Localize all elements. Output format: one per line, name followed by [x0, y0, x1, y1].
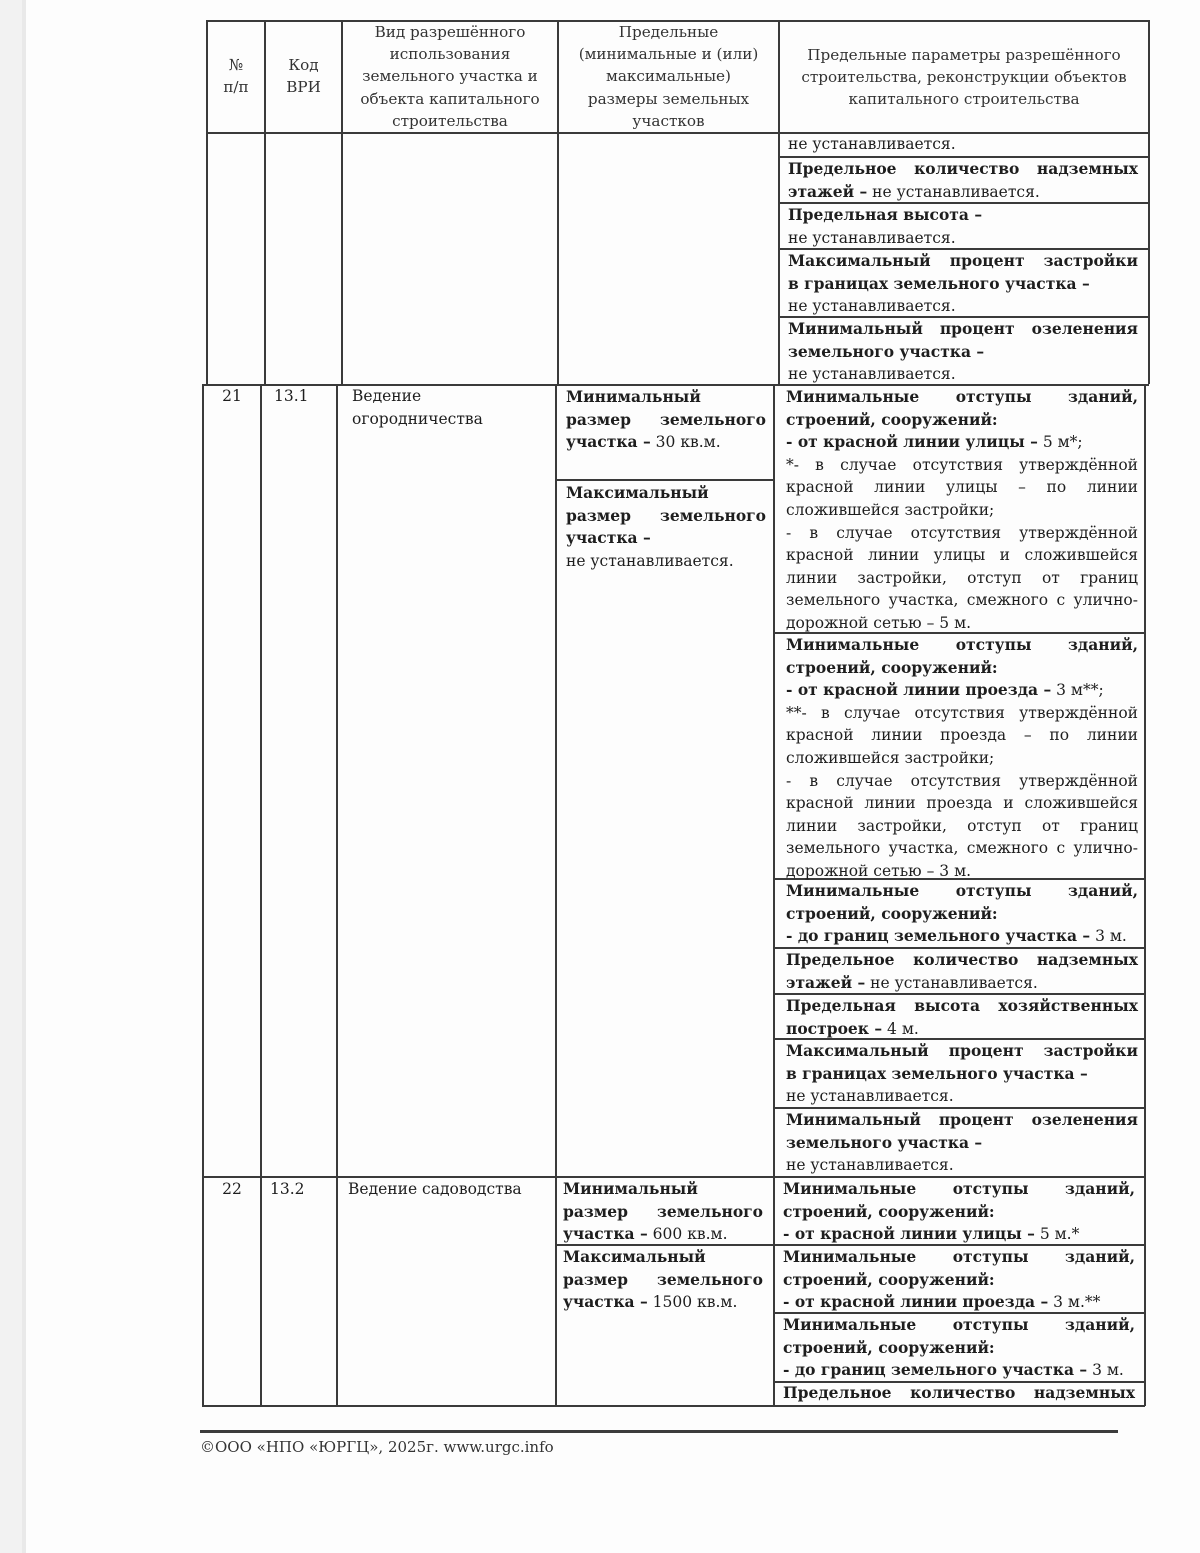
row22-o1c: - от красной линии улицы –: [783, 1224, 1035, 1244]
scan-shadow: [22, 0, 26, 1553]
row22-setback-driveway: [783, 1246, 1135, 1314]
row21-max-size: [566, 482, 766, 572]
row22-num: 22: [222, 1180, 242, 1198]
row22-o1d: 5 м.*: [1034, 1225, 1080, 1244]
row21-o1c: - от красной линии улицы –: [786, 432, 1038, 452]
row21-f1b: этажей –: [786, 972, 866, 992]
row21-min-size: [566, 386, 766, 454]
row21-num: 21: [222, 387, 242, 405]
cont-p3b: не устанавливается.: [788, 228, 956, 247]
row22-o3a: Минимальные отступы зданий,: [783, 1315, 1135, 1334]
header-use-type: Вид разрешённого использования земельного участка и объекта капитального строительства: [360, 23, 540, 130]
cont-param-coverage: [788, 250, 1138, 318]
row21-coverage: [786, 1040, 1138, 1108]
row21-g1b: земельного участка –: [786, 1132, 983, 1152]
row22-o2b: строений, сооружений:: [783, 1269, 995, 1289]
row21-o1b: строений, сооружений:: [786, 409, 998, 429]
row21-o3d: 3 м.: [1090, 927, 1127, 946]
row22-setback-boundary: [783, 1314, 1135, 1382]
cont-p1: не устанавливается.: [788, 135, 956, 153]
header-code: Код ВРИ: [286, 56, 321, 97]
row22-o2a: Минимальные отступы зданий,: [783, 1247, 1135, 1266]
row21-o3c: - до границ земельного участка –: [786, 926, 1091, 946]
cont-param-height: [788, 204, 1138, 249]
cont-p4c: не устанавливается.: [788, 297, 956, 316]
row21-min-c: участка –: [566, 432, 651, 452]
row22-o3d: 3 м.: [1087, 1361, 1124, 1380]
row21-o3a: Минимальные отступы зданий,: [786, 881, 1138, 900]
cont-param-1: [788, 133, 1138, 156]
cont-p3a: Предельная высота –: [788, 205, 983, 224]
header-construction-params: Предельные параметры разрешённого строительства, реконструкции объектов капитального строительства: [801, 46, 1127, 109]
scan-edge: [0, 0, 22, 1553]
row21-z1c: не устанавливается.: [786, 1087, 954, 1106]
row22-code: 13.2: [270, 1180, 305, 1198]
row21-min-d: 30 кв.м.: [650, 433, 721, 452]
row22-min-d: 600 кв.м.: [647, 1225, 728, 1244]
row21-use-type: Ведение огородничества: [352, 387, 483, 428]
row22-o3c: - до границ земельного участка –: [783, 1360, 1088, 1380]
row21-o2a: Минимальные отступы зданий,: [786, 635, 1138, 654]
row21-o2c: - от красной линии проезда –: [786, 680, 1052, 700]
cont-p5a: Минимальный процент озеленения: [788, 319, 1138, 338]
row21-floors: [786, 949, 1138, 994]
cont-p2a: Предельное количество надземных: [788, 159, 1138, 178]
header-num: № п/п: [223, 56, 249, 97]
row21-f1a: Предельное количество надземных: [786, 950, 1138, 969]
row21-h1a: Предельная высота хозяйственных: [786, 996, 1138, 1015]
cont-p2c: не устанавливается.: [867, 182, 1040, 201]
row21-min-b: размер земельного: [566, 409, 766, 429]
row22-setback-street: [783, 1178, 1135, 1246]
footer-rule: [200, 1430, 1118, 1433]
row22-o3b: строений, сооружений:: [783, 1337, 995, 1357]
row21-o2f: - в случае отсутствия утверждённой красной линии проезда и сложившейся линии застройки, отступ от границ земельного участка, смежного с улично-дорожной сетью – 3 м.: [786, 771, 1138, 880]
row21-min-a: Минимальный: [566, 387, 701, 406]
cont-p2b: этажей –: [788, 181, 868, 201]
row22-max-b: размер земельного: [563, 1269, 763, 1289]
row22-floors: [783, 1382, 1135, 1405]
row21-z1b: в границах земельного участка –: [786, 1063, 1088, 1083]
row21-setback-boundary: [786, 880, 1138, 948]
row21-g1c: не устанавливается.: [786, 1156, 954, 1175]
row21-setback-driveway: [786, 634, 1138, 883]
row21-max-c: участка –: [566, 528, 651, 548]
row21-o2d: 3 м**;: [1051, 681, 1104, 700]
cont-p5b: земельного участка –: [788, 341, 985, 361]
row22-o2d: 3 м.**: [1048, 1293, 1101, 1312]
row21-g1a: Минимальный процент озеленения: [786, 1110, 1138, 1129]
row21-h1c: 4 м.: [882, 1019, 919, 1038]
row21-o2b: строений, сооружений:: [786, 657, 998, 677]
row21-setback-street: [786, 386, 1138, 635]
row21-f1c: не устанавливается.: [865, 973, 1038, 992]
row22-min-b: размер земельного: [563, 1201, 763, 1221]
row21-o2e: **- в случае отсутствия утверждённой красной линии проезда – по линии сложившейся застройки;: [786, 703, 1138, 767]
footer-copyright: ©ООО «НПО «ЮРГЦ», 2025г. www.urgc.info: [200, 1438, 554, 1456]
row21-o1a: Минимальные отступы зданий,: [786, 387, 1138, 406]
cont-param-greening: [788, 318, 1138, 386]
cont-p5c: не устанавливается.: [788, 365, 956, 384]
row22-max-size: [563, 1246, 763, 1314]
row21-greening: [786, 1109, 1138, 1177]
row21-max-a: Максимальный: [566, 483, 709, 502]
row21-max-d: не устанавливается.: [566, 551, 734, 570]
header-plot-sizes: Предельные (минимальные и (или) максимальные) размеры земельных участков: [578, 23, 759, 130]
row22-min-c: участка –: [563, 1224, 648, 1244]
row21-z1a: Максимальный процент застройки: [786, 1041, 1138, 1060]
row22-min-a: Минимальный: [563, 1179, 698, 1198]
cont-param-floors: [788, 158, 1138, 203]
row21-outbuilding-height: [786, 995, 1138, 1040]
row22-min-size: [563, 1178, 763, 1246]
row22-o1b: строений, сооружений:: [783, 1201, 995, 1221]
row22-o1a: Минимальные отступы зданий,: [783, 1179, 1135, 1198]
row21-h1b: построек –: [786, 1018, 883, 1038]
row21-o1e: *- в случае отсутствия утверждённой красной линии улицы – по линии сложившейся застройки;: [786, 455, 1138, 519]
row22-max-d: 1500 кв.м.: [647, 1293, 738, 1312]
row21-code: 13.1: [274, 387, 309, 405]
row22-o2c: - от красной линии проезда –: [783, 1292, 1049, 1312]
row22-max-a: Максимальный: [563, 1247, 706, 1266]
row22-f1a: Предельное количество надземных: [783, 1383, 1135, 1402]
row21-max-b: размер земельного: [566, 505, 766, 525]
row22-max-c: участка –: [563, 1292, 648, 1312]
row21-o1d: 5 м*;: [1037, 433, 1083, 452]
cont-p4b: в границах земельного участка –: [788, 273, 1090, 293]
cont-p4a: Максимальный процент застройки: [788, 251, 1138, 270]
row21-o1f: - в случае отсутствия утверждённой красной линии улицы и сложившейся линии застройки, отступ от границ земельного участка, смежного с улично-дорожной сетью – 5 м.: [786, 523, 1138, 632]
row22-use-type: Ведение садоводства: [348, 1180, 522, 1198]
row21-o3b: строений, сооружений:: [786, 903, 998, 923]
